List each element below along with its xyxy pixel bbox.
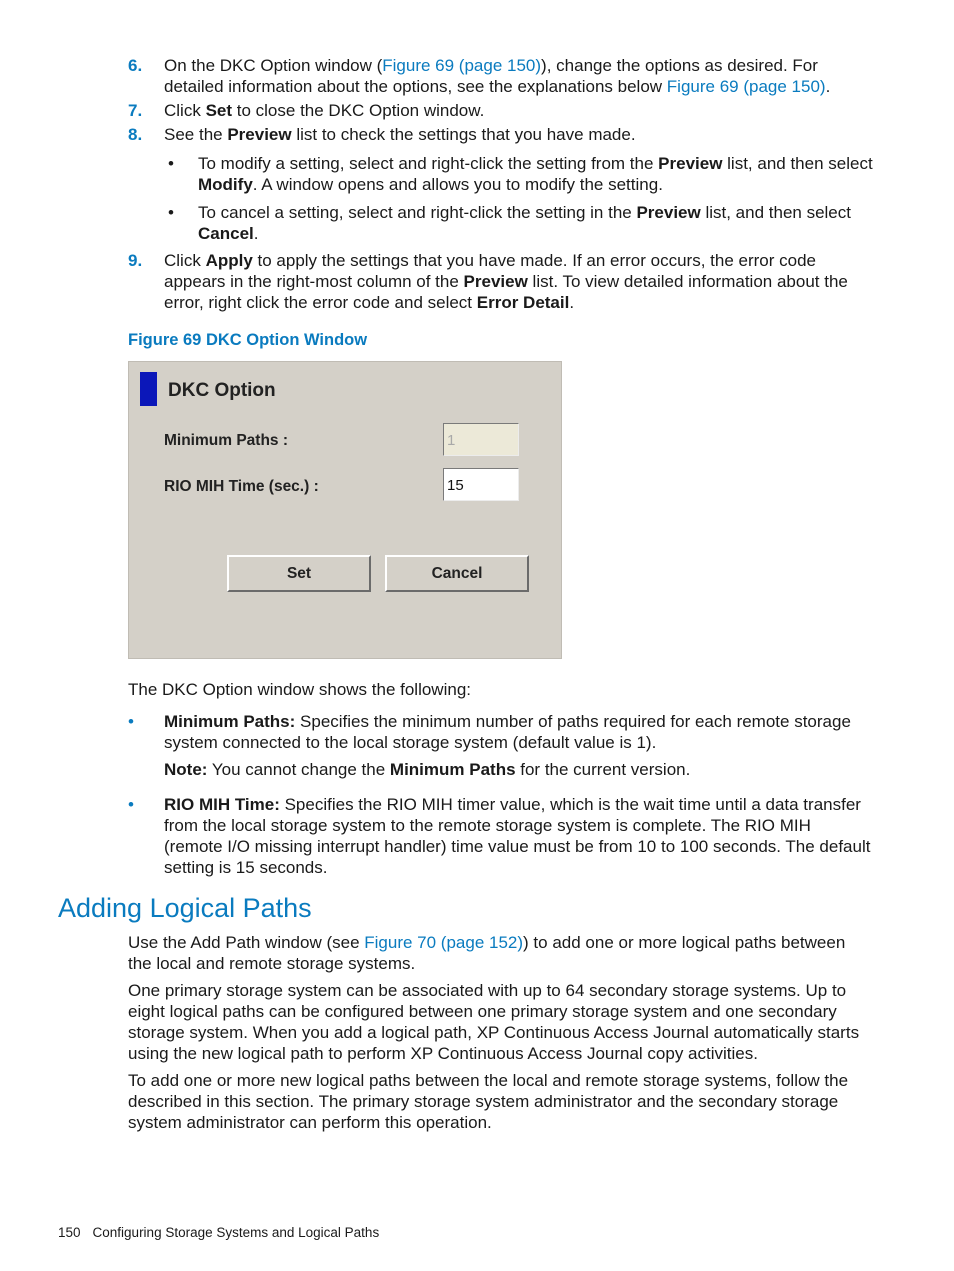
window-title: DKC Option	[168, 380, 276, 401]
step-text	[164, 250, 873, 313]
text-run: list, and then select	[722, 154, 873, 173]
step-text	[164, 124, 873, 145]
text-run: Specifies the minimum number of paths required for each remote storage system connected to the local storage system (default value is 1).	[164, 712, 851, 752]
figure-69-link[interactable]: Figure 69 (page 150)	[382, 56, 542, 75]
text-run: .	[825, 77, 831, 96]
minimum-paths-field: 1	[443, 423, 519, 456]
sub-bullet-cancel	[164, 202, 873, 244]
bold-term: Error Detail	[476, 293, 570, 312]
text-run: .	[569, 293, 575, 312]
step-number: 9.	[128, 251, 143, 270]
text-run: . A window opens and allows you to modify the setting.	[252, 175, 663, 194]
title-accent-bar	[140, 372, 157, 406]
paragraph-1	[128, 932, 873, 974]
bullet-dot: •	[128, 795, 134, 814]
page-number: 150	[58, 1225, 81, 1240]
bullet-dot: •	[168, 154, 174, 173]
chapter-title: Configuring Storage Systems and Logical Paths	[92, 1225, 380, 1240]
step-9	[128, 250, 873, 313]
bold-term: Preview	[227, 125, 292, 144]
text-run: Click	[164, 251, 206, 270]
options-intro: The DKC Option window shows the following:	[128, 680, 471, 699]
step-text	[164, 100, 873, 121]
step-number: 7.	[128, 101, 143, 120]
figure-69-link-2[interactable]: Figure 69 (page 150)	[666, 77, 826, 96]
text-run: On the DKC Option window (	[164, 56, 383, 75]
page-footer	[58, 1222, 379, 1243]
text-run: ), change the options as desired. For detailed information about the options, see the explanations below	[164, 56, 818, 96]
text-run: .	[253, 224, 259, 243]
bold-term: Apply	[205, 251, 253, 270]
note-label: Note:	[164, 760, 208, 779]
minimum-paths-label: Minimum Paths :	[164, 432, 289, 449]
step-number: 6.	[128, 56, 143, 75]
step-6	[128, 55, 873, 97]
step-text	[164, 55, 873, 97]
bullet-text	[164, 711, 873, 753]
text-run: Specifies the RIO MIH timer value, which is the wait time until a data transfer from the local storage system to the remote storage system is complete. The RIO MIH (remote I/O missing interrupt handler) time value must be from 10 to 100 seconds. The default setting is 15 seconds.	[164, 795, 871, 877]
bullet-text	[198, 153, 873, 195]
bold-term: Minimum Paths:	[164, 712, 296, 731]
cancel-button[interactable]: Cancel	[385, 555, 529, 592]
bold-term: Modify	[198, 175, 253, 194]
bold-term: Preview	[463, 272, 528, 291]
text-run: To modify a setting, select and right-click the setting from the	[198, 154, 659, 173]
step-8	[128, 124, 873, 145]
text-run: ) to add one or more logical paths between the local and remote storage systems.	[128, 933, 846, 973]
sub-bullet-modify	[164, 153, 873, 195]
text-run: To cancel a setting, select and right-click the setting in the	[198, 203, 637, 222]
text-run: list to check the settings that you have made.	[291, 125, 636, 144]
dkc-option-window	[128, 361, 562, 659]
bold-term: Preview	[636, 203, 701, 222]
bullet-dot: •	[168, 203, 174, 222]
text-run: list. To view detailed information about the error, right click the error code and select	[164, 272, 848, 312]
text-run: You cannot change the	[207, 760, 390, 779]
text-run: for the current version.	[515, 760, 691, 779]
set-button[interactable]: Set	[227, 555, 371, 592]
bold-term: Cancel	[198, 224, 254, 243]
text-run: list, and then select	[700, 203, 851, 222]
bold-term: Minimum Paths	[389, 760, 516, 779]
bold-term: Preview	[658, 154, 723, 173]
text-run: Use the Add Path window (see	[128, 933, 365, 952]
section-heading: Adding Logical Paths	[58, 893, 312, 923]
bullet-text	[164, 794, 873, 878]
rio-mih-time-field[interactable]: 15	[443, 468, 519, 501]
text-run: See the	[164, 125, 228, 144]
bold-term: RIO MIH Time:	[164, 795, 280, 814]
option-minimum-paths	[128, 711, 873, 780]
bullet-dot: •	[128, 712, 134, 731]
text-run: to close the DKC Option window.	[232, 101, 485, 120]
paragraph-3: To add one or more new logical paths between the local and remote storage systems, follow the described in this section. The primary storage system administrator and the secondary storage system administrator can perform this operation.	[128, 1071, 849, 1132]
paragraph-2: One primary storage system can be associated with up to 64 secondary storage systems. Up to eight logical paths can be configured between one primary storage system and one secondary storage system. When you add a logical path, XP Continuous Access Journal automatically starts using the new logical path to perform XP Continuous Access Journal copy activities.	[128, 981, 860, 1063]
rio-mih-time-label: RIO MIH Time (sec.) :	[164, 478, 319, 495]
text-run: to apply the settings that you have made. If an error occurs, the error code appears in the right-most column of the	[164, 251, 816, 291]
text-run: Click	[164, 101, 206, 120]
bullet-text	[198, 202, 873, 244]
figure-caption: Figure 69 DKC Option Window	[128, 331, 368, 349]
figure-70-link[interactable]: Figure 70 (page 152)	[364, 933, 524, 952]
bold-term: Set	[205, 101, 233, 120]
step-7	[128, 100, 873, 121]
option-rio-mih-time	[128, 794, 873, 878]
note	[164, 759, 873, 780]
step-number: 8.	[128, 125, 143, 144]
